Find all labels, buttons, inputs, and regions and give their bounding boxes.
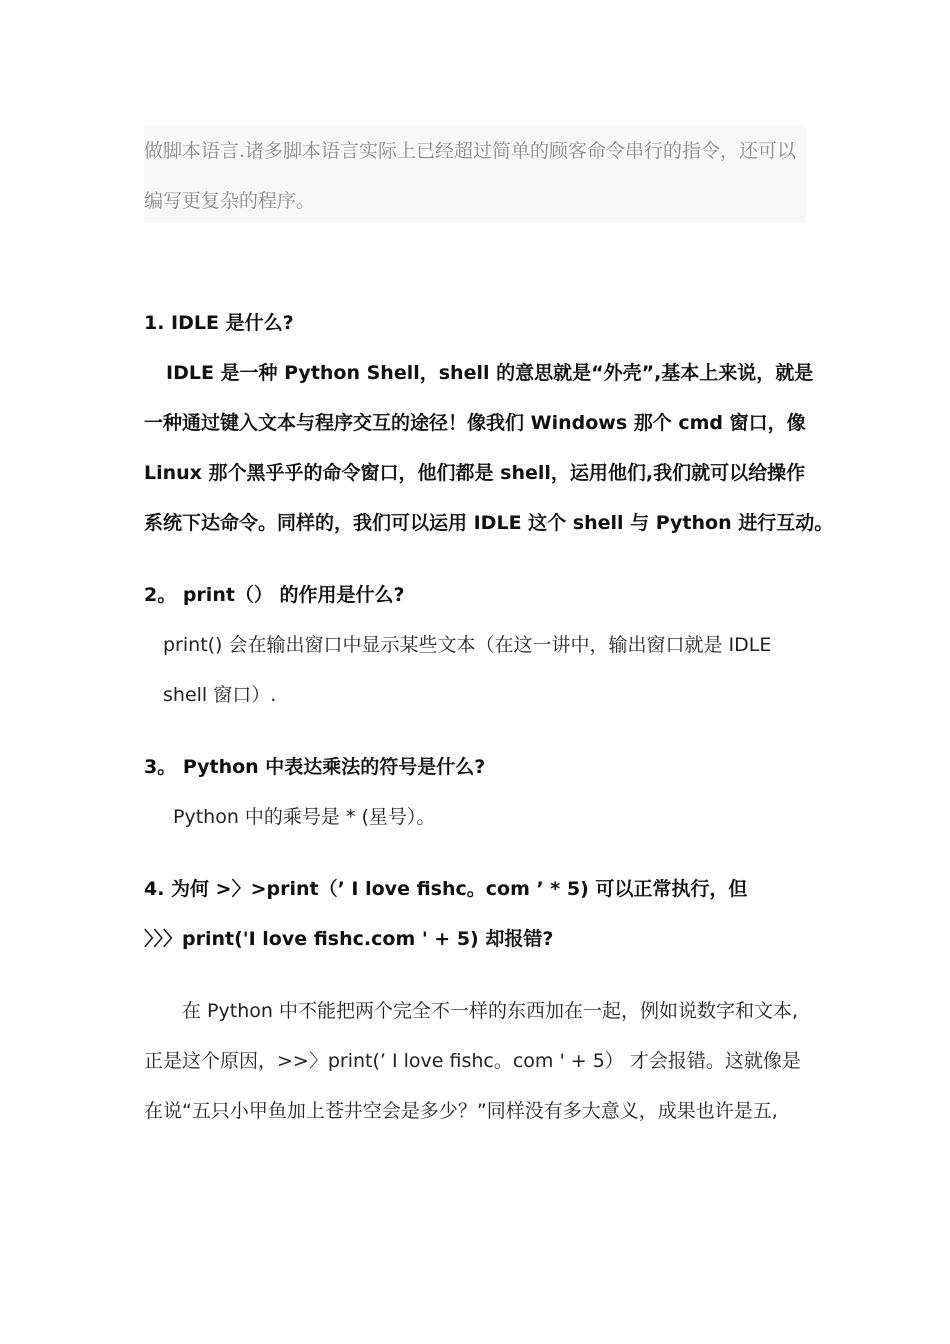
answer-3: Python 中的乘号是 * (星号）。 — [173, 806, 436, 828]
question-4-title-line-1: 4. 为何 >〉>print（’ I love fishc。com ’ * 5) 可以正常执行，但 — [144, 878, 748, 900]
answer-4-line-3: 在说“五只小甲鱼加上苍井空会是多少？”同样没有多大意义，成果也许是五, — [144, 1100, 778, 1122]
intro-line-1: 做脚本语言.诸多脚本语言实际上已经超过简单的顾客命令串行的指令，还可以 — [144, 140, 797, 162]
answer-4-line-1: 在 Python 中不能把两个完全不一样的东西加在一起，例如说数字和文本, — [182, 1000, 798, 1022]
answer-1-line-1: IDLE 是一种 Python Shell，shell 的意思就是“外壳”,基本上来说，就是 — [166, 362, 814, 384]
question-2-title: 2。 print（） 的作用是什么? — [144, 584, 405, 606]
intro-line-2: 编写更复杂的程序。 — [144, 190, 316, 212]
question-3-title: 3。 Python 中表达乘法的符号是什么? — [144, 756, 486, 778]
question-4-title-line-2: 〉〉〉print('I love fishc.com ' + 5) 却报错? — [144, 928, 554, 950]
answer-1-line-4: 系统下达命令。同样的，我们可以运用 IDLE 这个 shell 与 Python 进行互动。 — [144, 512, 834, 534]
answer-4-line-2: 正是这个原因，>>〉print(’ I love fishc。com ' + 5） 才会报错。这就像是 — [144, 1050, 801, 1072]
answer-2-line-1: print() 会在输出窗口中显示某些文本（在这一讲中，输出窗口就是 IDLE — [163, 634, 772, 656]
question-1-title: 1. IDLE 是什么? — [144, 312, 294, 334]
answer-2-line-2: shell 窗口）. — [163, 684, 277, 706]
answer-1-line-2: 一种通过键入文本与程序交互的途径！像我们 Windows 那个 cmd 窗口，像 — [144, 412, 806, 434]
answer-1-line-3: Linux 那个黑乎乎的命令窗口，他们都是 shell，运用他们,我们就可以给操作 — [144, 462, 806, 484]
